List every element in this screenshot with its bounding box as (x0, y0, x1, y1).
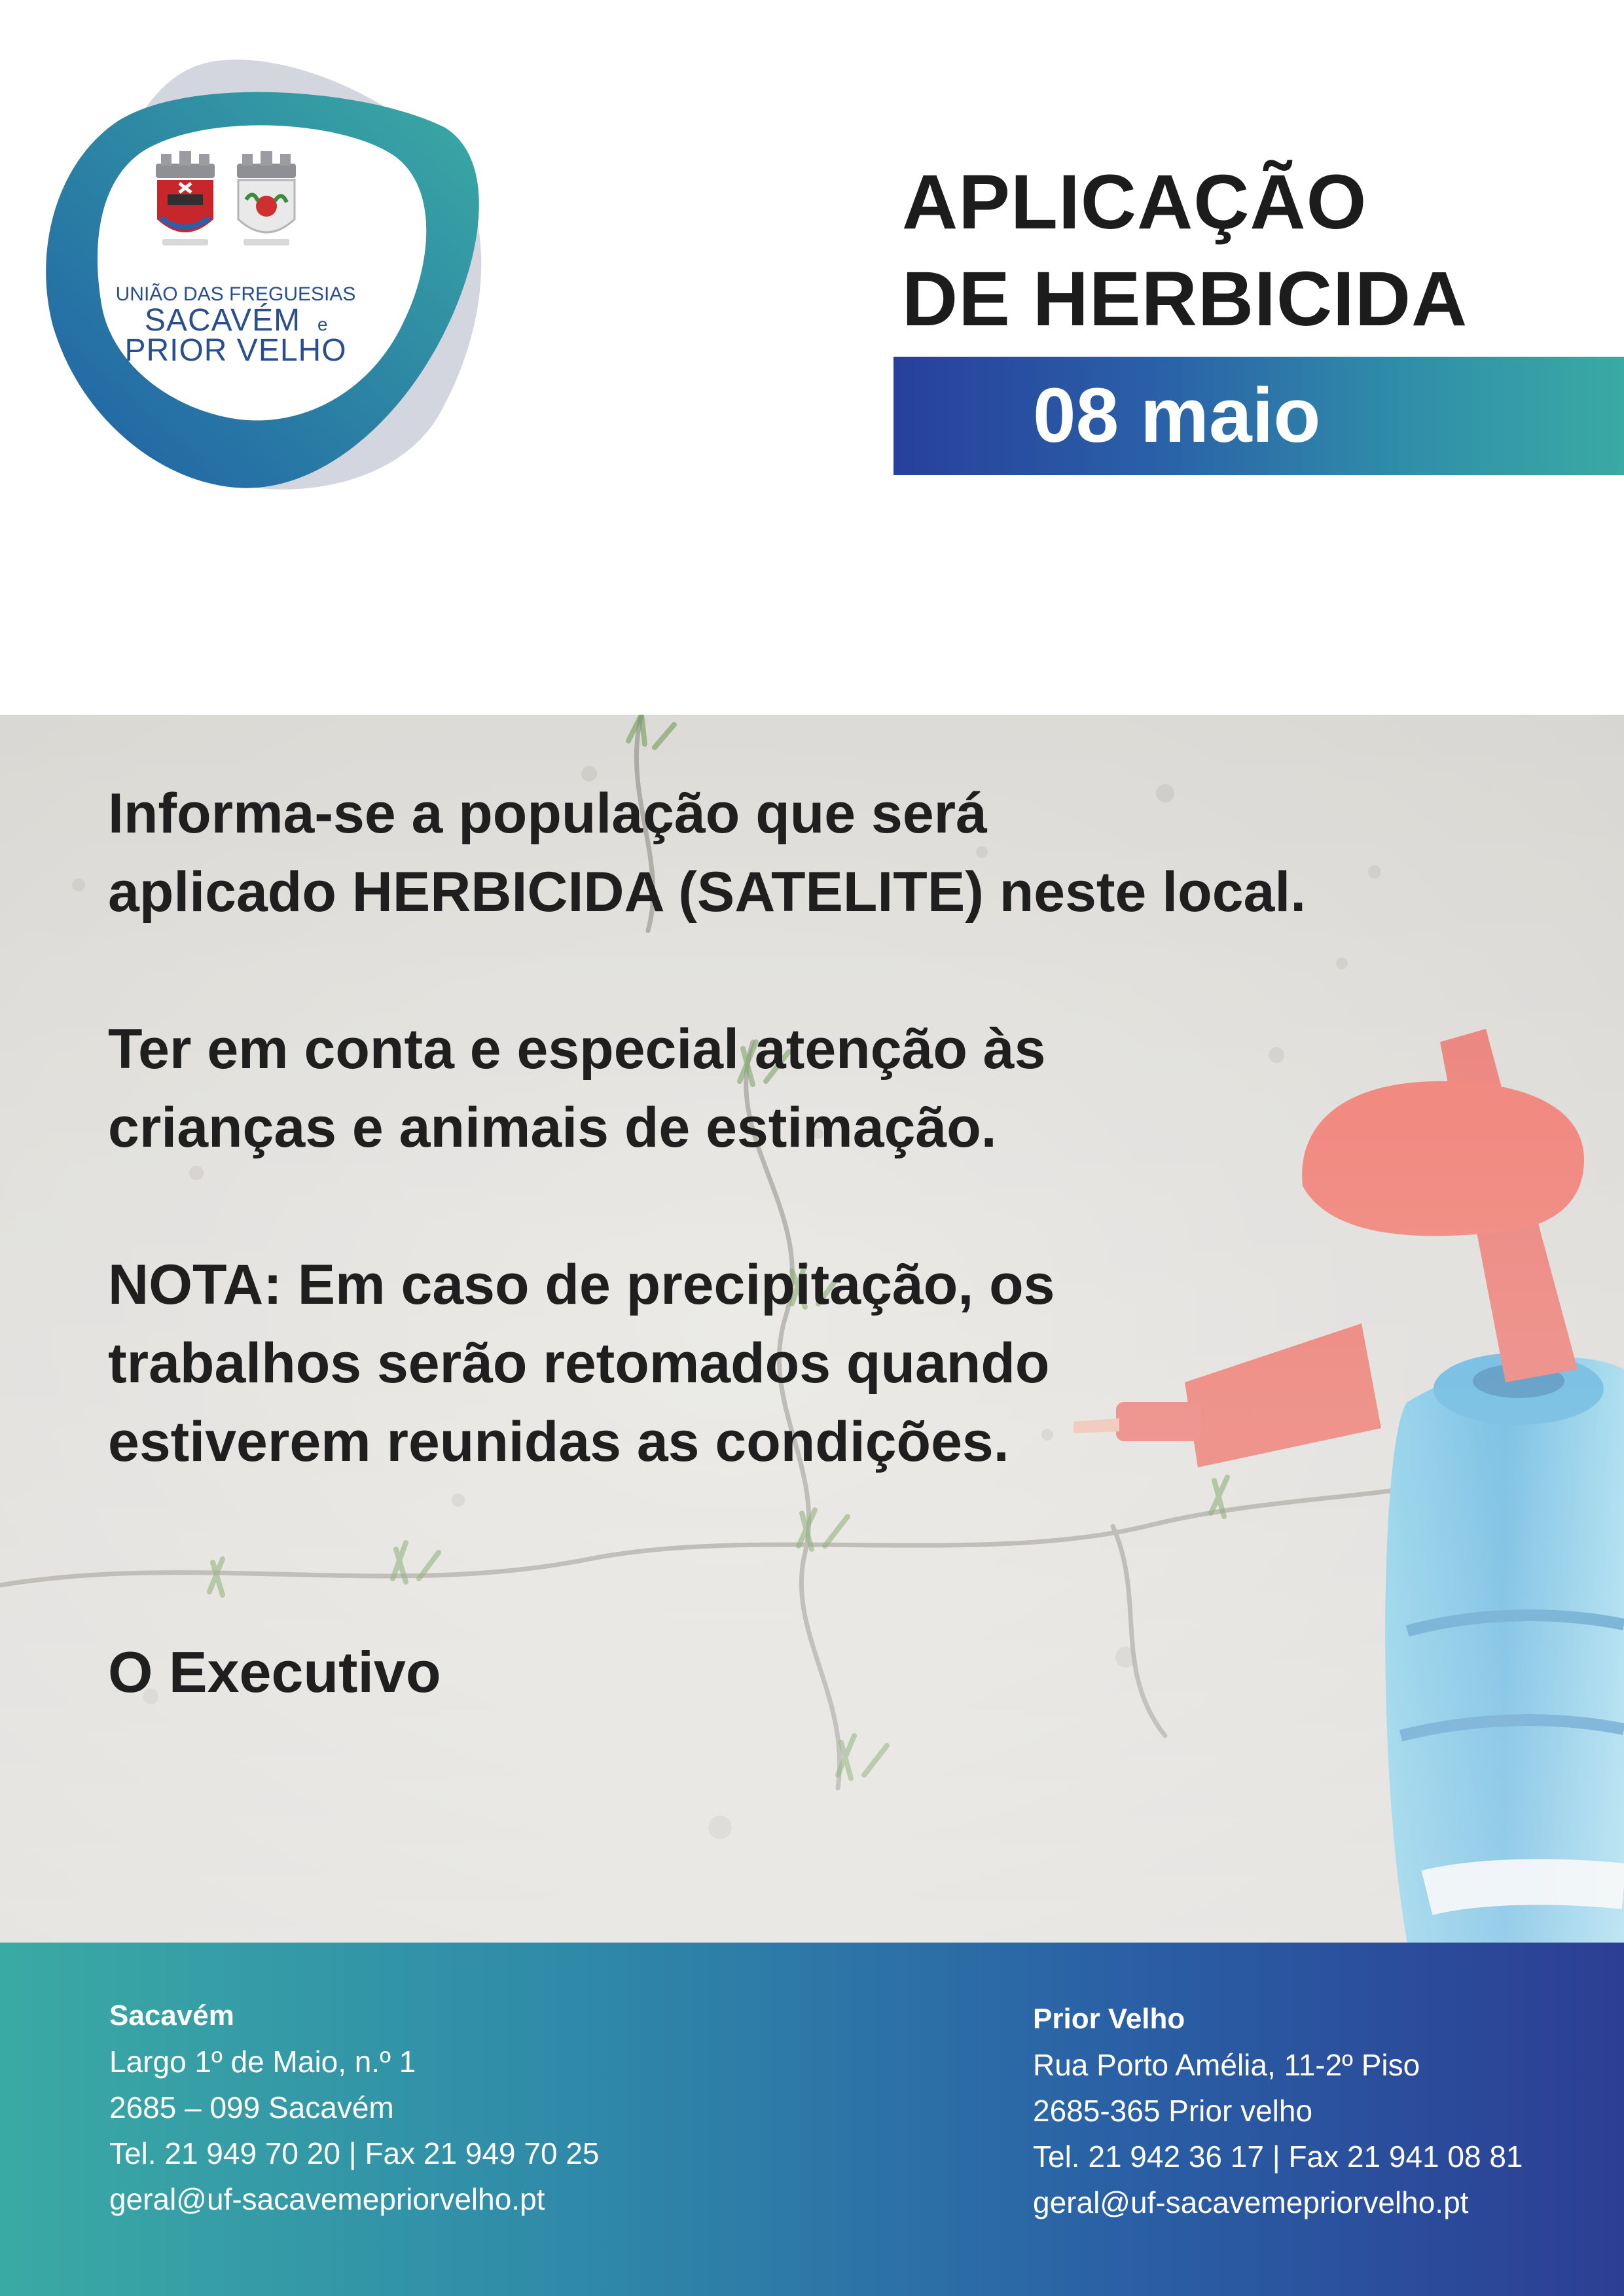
notice-paragraph-3 (108, 1246, 1581, 1481)
office-postal-code: 2685-365 Prior velho (1033, 2094, 1313, 2128)
notice-title (902, 154, 1468, 348)
notice-title-line-2: DE HERBICIDA (902, 256, 1468, 342)
office-phone-fax: Tel. 21 949 70 20 | Fax 21 949 70 25 (109, 2136, 600, 2170)
office-address: Largo 1º de Maio, n.º 1 (109, 2045, 416, 2079)
signature: O Executivo (108, 1640, 441, 1704)
notice-paragraph-1 (108, 774, 1581, 931)
notice-line: Ter em conta e especial atenção às (108, 1018, 1046, 1081)
office-phone-fax: Tel. 21 942 36 17 | Fax 21 941 08 81 (1033, 2140, 1523, 2174)
office-name: Sacavém (109, 2000, 234, 2032)
parish-logo-graphic (39, 49, 497, 507)
office-address: Rua Porto Amélia, 11-2º Piso (1033, 2048, 1420, 2082)
notice-title-line-1: APLICAÇÃO (902, 159, 1367, 245)
notice-line: estiverem reunidas as condições. (108, 1410, 1009, 1473)
office-email: geral@uf-sacavemepriorvelho.pt (109, 2182, 545, 2216)
notice-line: NOTA: Em caso de precipitação, os (108, 1253, 1055, 1316)
notice-paragraph-2 (108, 1010, 1581, 1167)
logo-line-1: UNIÃO DAS FREGUESIAS (115, 283, 356, 305)
parish-logo (39, 49, 497, 507)
logo-line-3: PRIOR VELHO (124, 333, 347, 368)
logo-line-2: SACAVÉM (144, 303, 301, 338)
application-date: 08 maio (1033, 372, 1321, 459)
notice-line: aplicado HERBICIDA (SATELITE) neste local. (108, 861, 1307, 924)
office-email: geral@uf-sacavemepriorvelho.pt (1033, 2185, 1469, 2219)
logo-connector: e (317, 314, 328, 334)
office-name: Prior Velho (1033, 2003, 1185, 2035)
office-postal-code: 2685 – 099 Sacavém (109, 2090, 394, 2125)
sacavem-contact (109, 1993, 600, 2222)
notice-body (108, 774, 1581, 1481)
prior-velho-contact (1033, 1996, 1523, 2225)
notice-line: Informa-se a população que será (108, 782, 987, 845)
notice-line: crianças e animais de estimação. (108, 1096, 997, 1159)
notice-line: trabalhos serão retomados quando (108, 1332, 1050, 1395)
